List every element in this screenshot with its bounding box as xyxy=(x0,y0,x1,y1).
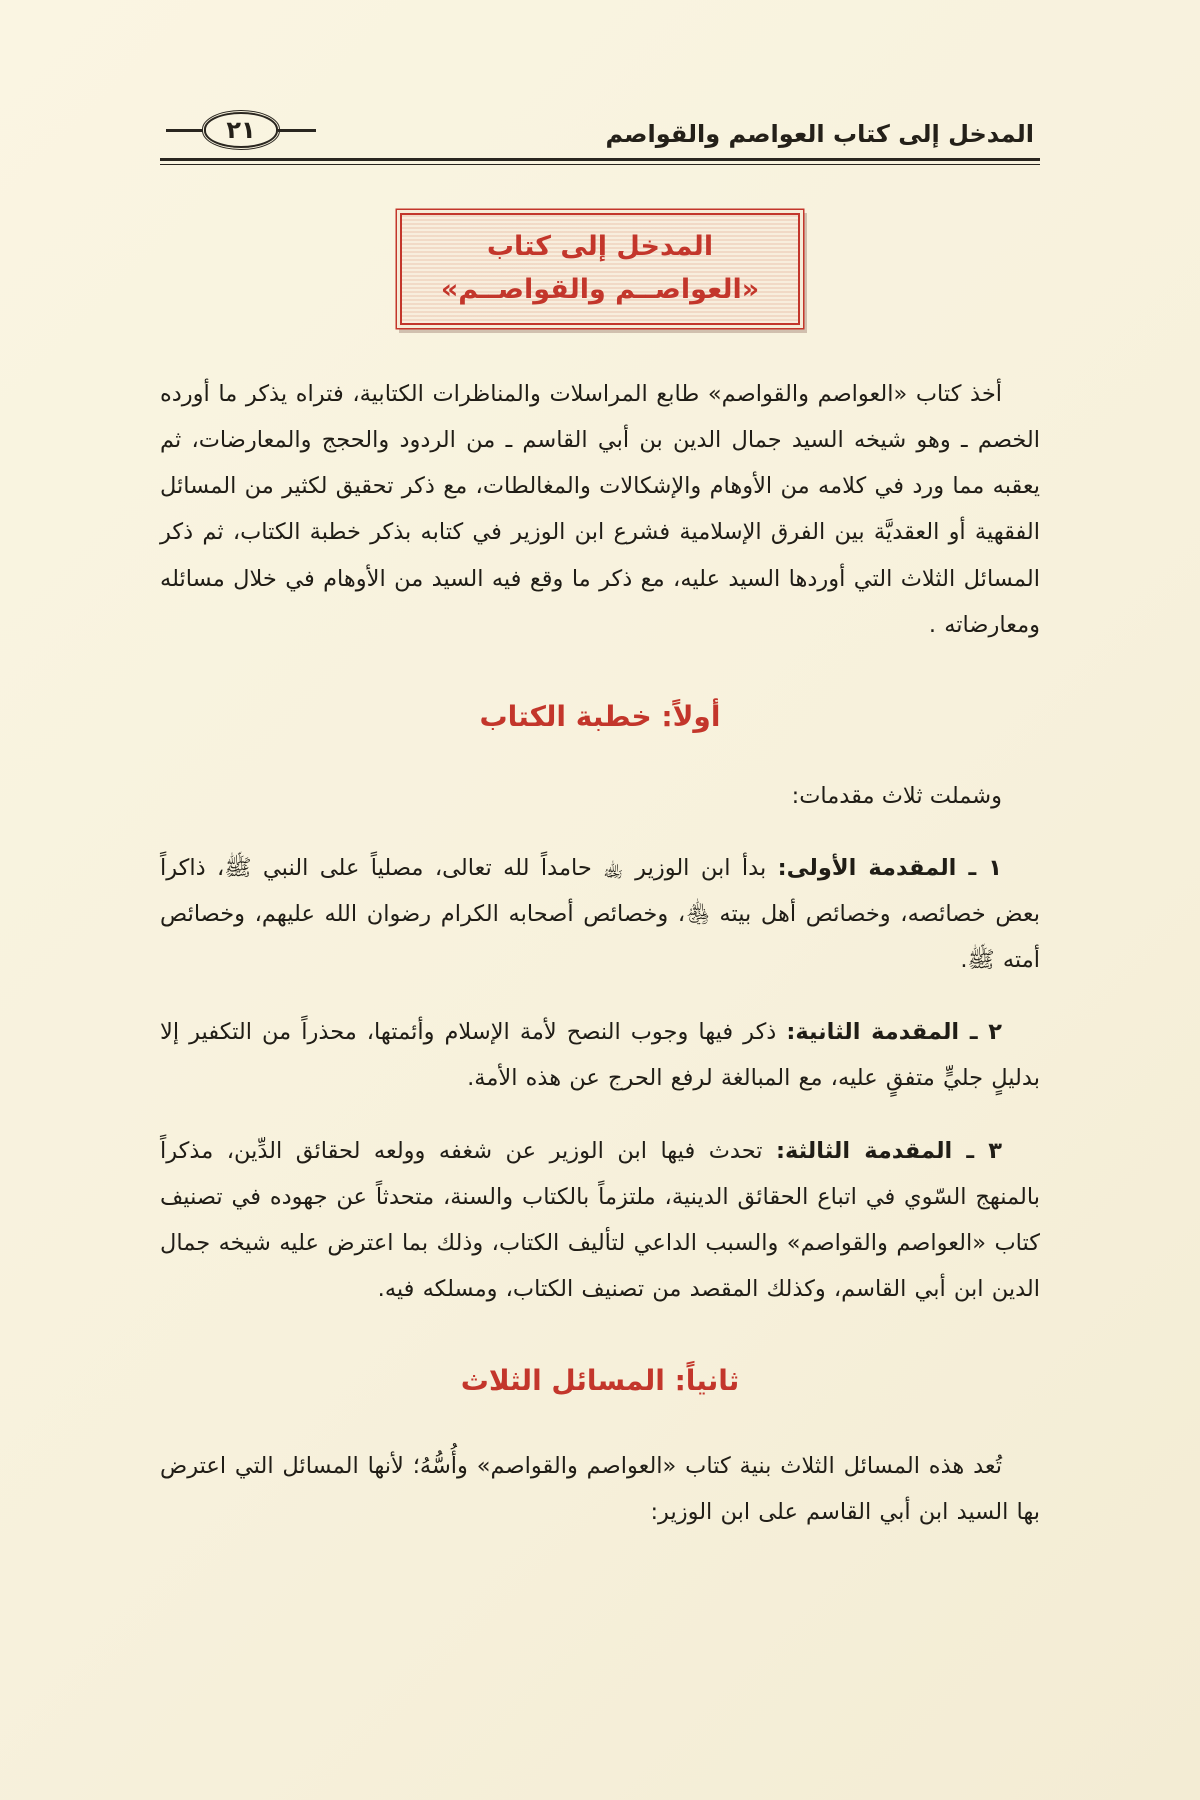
muqaddimah-item-1 xyxy=(160,845,1040,983)
muqaddimah-item-3-text: تحدث فيها ابن الوزير عن شغفه وولعه لحقائق الدِّين، مذكراً بالمنهج السّوي في اتباع الحقائق الدينية، ملتزماً بالكتاب والسنة، متحدثاً عن جهوده في تصنيف كتاب «العواصم والقواصم» والسبب الداعي لتأليف الكتاب، وذلك بما اعترض عليه شيخه جمال الدين ابن أبي القاسم، وكذلك المقصد من تصنيف الكتاب، ومسلكه فيه. xyxy=(160,1137,1040,1302)
page-number-badge xyxy=(166,112,316,148)
chapter-title-line1: المدخل إلى كتاب xyxy=(486,231,714,262)
chapter-title-line2: «العواصــم والقواصــم» xyxy=(440,274,760,305)
muqaddimah-item-2-label: ٢ ـ المقدمة الثانية: xyxy=(786,1019,1002,1046)
section-heading-masail: ثانياً: المسائل الثلاث xyxy=(460,1364,740,1397)
muqaddimah-item-2 xyxy=(160,1009,1040,1101)
intro-paragraph: أخذ كتاب «العواصم والقواصم» طابع المراسلات والمناظرات الكتابية، فتراه يذكر ما أورده الخصم ـ وهو شيخه السيد جمال الدين بن أبي القاسم ـ من الردود والحجج والمعارضات، ثم يعقبه مما ورد في كلامه من الأوهام والإشكالات والمغالطات، مع ذكر تحقيق لكثير من المسائل الفقهية أو العقديَّة بين الفرق الإسلامية فشرع ابن الوزير في كتابه بذكر خطبة الكتاب، ثم ذكر المسائل الثلاث التي أوردها السيد عليه، مع ذكر ما وقع فيه السيد من الأوهام في خلال مسائله ومعارضاته . xyxy=(160,381,1040,638)
badge-line-left xyxy=(166,129,204,132)
badge-line-right xyxy=(278,129,316,132)
muqaddimah-item-3-label: ٣ ـ المقدمة الثالثة: xyxy=(775,1137,1002,1164)
header-double-rule xyxy=(160,158,1040,165)
muqaddimah-item-1-text: بدأ ابن الوزير ﵀ حامداً لله تعالى، مصلياً على النبي ﷺ، ذاكراً بعض خصائصه، وخصائص أهل بيته ﵃، وخصائص أصحابه الكرام رضوان الله عليهم، وخصائص أمته ﷺ. xyxy=(160,854,1040,974)
chapter-title-box xyxy=(400,213,800,325)
muqaddimah-item-2-text: ذكر فيها وجوب النصح لأمة الإسلام وأئمتها، محذراً من التكفير إلا بدليلٍ جليٍّ متفقٍ عليه، مع المبالغة لرفع الحرج عن هذه الأمة. xyxy=(160,1019,1040,1092)
page-content xyxy=(160,0,1040,1535)
muqaddimah-item-3 xyxy=(160,1128,1040,1313)
muqaddimah-item-1-label: ١ ـ المقدمة الأولى: xyxy=(777,854,1002,881)
section-heading-khutbah: أولاً: خطبة الكتاب xyxy=(479,699,721,733)
section-two-paragraph: تُعد هذه المسائل الثلاث بنية كتاب «العواصم والقواصم» وأُسُّهُ؛ لأنها المسائل التي اعترض بها السيد ابن أبي القاسم على ابن الوزير: xyxy=(160,1453,1040,1526)
running-header xyxy=(160,112,1040,158)
running-header-title: المدخل إلى كتاب العواصم والقواصم xyxy=(605,120,1034,148)
page-number: ٢١ xyxy=(204,112,278,148)
section-one-lead: وشملت ثلاث مقدمات: xyxy=(791,782,1002,809)
chapter-title-wrap xyxy=(160,213,1040,325)
